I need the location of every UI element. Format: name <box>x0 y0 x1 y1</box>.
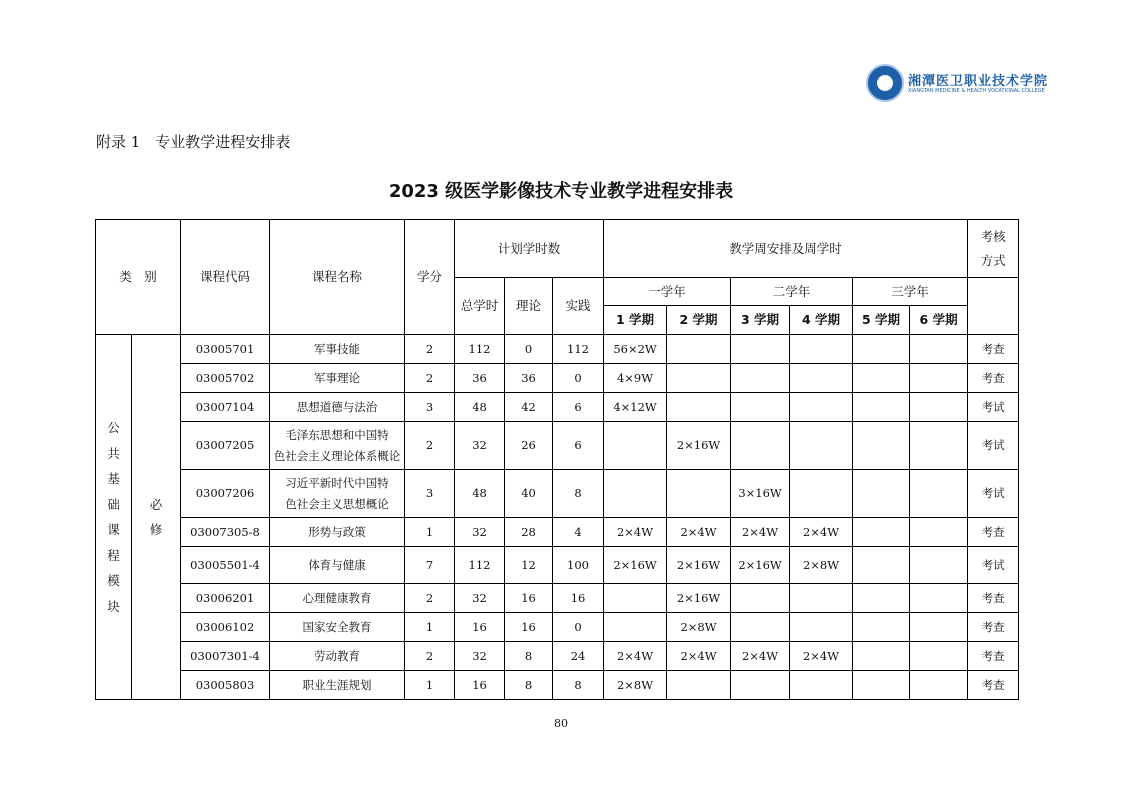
category-sub-char: 必 <box>149 496 163 512</box>
course-theory-hours: 0 <box>505 335 553 364</box>
header-weekly-schedule: 教学周安排及周学时 <box>604 220 968 278</box>
course-exam-method: 考查 <box>968 518 1019 547</box>
course-name <box>270 547 405 584</box>
course-name-line: 形势与政策 <box>308 524 366 539</box>
category-main-char: 公 <box>107 420 120 435</box>
table-row <box>96 393 1019 422</box>
course-exam-method: 考查 <box>968 584 1019 613</box>
course-name-line: 色社会主义思想概论 <box>285 496 389 511</box>
course-code: 03005803 <box>181 671 270 700</box>
semester-3-hours <box>731 335 790 364</box>
semester-4-hours <box>790 613 853 642</box>
course-name-line: 习近平新时代中国特 <box>285 476 389 491</box>
semester-5-hours <box>853 335 910 364</box>
header-year-3: 三学年 <box>853 278 968 306</box>
course-exam-method: 考查 <box>968 335 1019 364</box>
course-exam-method: 考查 <box>968 613 1019 642</box>
header-exam-method <box>968 220 1019 278</box>
course-practice-hours: 24 <box>553 642 604 671</box>
course-code: 03005501-4 <box>181 547 270 584</box>
header-planned-hours: 计划学时数 <box>455 220 604 278</box>
page-number: 80 <box>554 717 568 730</box>
course-exam-method: 考试 <box>968 547 1019 584</box>
course-name <box>270 671 405 700</box>
course-name <box>270 613 405 642</box>
table-row <box>96 613 1019 642</box>
semester-2-hours: 2×16W <box>667 547 731 584</box>
course-theory-hours: 26 <box>505 422 553 470</box>
semester-6-hours <box>910 364 968 393</box>
semester-3-hours: 2×16W <box>731 547 790 584</box>
semester-5-hours <box>853 470 910 518</box>
course-name <box>270 422 405 470</box>
course-total-hours: 48 <box>455 393 505 422</box>
table-row <box>96 470 1019 518</box>
semester-5-hours <box>853 642 910 671</box>
course-exam-method: 考试 <box>968 393 1019 422</box>
course-total-hours: 32 <box>455 518 505 547</box>
category-main-char: 模 <box>107 573 120 588</box>
semester-3-hours <box>731 584 790 613</box>
semester-2-hours: 2×8W <box>667 613 731 642</box>
college-emblem-icon <box>866 64 904 102</box>
course-name-line: 心理健康教育 <box>302 590 372 605</box>
semester-3-hours: 2×4W <box>731 642 790 671</box>
table-row <box>96 671 1019 700</box>
course-practice-hours: 0 <box>553 613 604 642</box>
semester-2-hours: 2×4W <box>667 518 731 547</box>
header-total-hours: 总学时 <box>455 278 505 335</box>
appendix-label: 附录 1 专业教学进程安排表 <box>96 133 291 151</box>
college-english-name: XIANGTAN MEDICINE & HEALTH VOCATIONAL COLLEGE <box>908 88 1045 94</box>
semester-2-hours <box>667 393 731 422</box>
course-practice-hours: 8 <box>553 470 604 518</box>
course-name <box>270 470 405 518</box>
table-row <box>96 422 1019 470</box>
course-practice-hours: 8 <box>553 671 604 700</box>
table-row <box>96 547 1019 584</box>
course-theory-hours: 8 <box>505 642 553 671</box>
header-exam-line2: 方式 <box>980 252 1006 268</box>
course-name-line: 体育与健康 <box>308 557 366 572</box>
course-code: 03007205 <box>181 422 270 470</box>
header-semester-1: 1 学期 <box>604 306 667 335</box>
category-main-char: 课 <box>107 522 120 537</box>
semester-1-hours <box>604 422 667 470</box>
course-name-line: 国家安全教育 <box>302 619 372 634</box>
semester-6-hours <box>910 335 968 364</box>
course-total-hours: 32 <box>455 584 505 613</box>
header-theory-hours: 理论 <box>505 278 553 335</box>
course-code: 03006201 <box>181 584 270 613</box>
category-main-char: 块 <box>107 598 120 614</box>
course-credit: 3 <box>405 393 455 422</box>
table-row <box>96 518 1019 547</box>
course-name-line: 职业生涯规划 <box>302 677 372 692</box>
semester-6-hours <box>910 470 968 518</box>
course-credit: 3 <box>405 470 455 518</box>
course-name-line: 色社会主义理论体系概论 <box>273 448 401 463</box>
semester-2-hours <box>667 335 731 364</box>
semester-6-hours <box>910 584 968 613</box>
course-name-line: 毛泽东思想和中国特 <box>285 428 389 443</box>
table-row <box>96 584 1019 613</box>
teaching-schedule-table <box>95 219 1019 700</box>
semester-5-hours <box>853 518 910 547</box>
course-name <box>270 335 405 364</box>
semester-2-hours: 2×4W <box>667 642 731 671</box>
course-exam-method: 考查 <box>968 671 1019 700</box>
course-theory-hours: 8 <box>505 671 553 700</box>
header-semester-5: 5 学期 <box>853 306 910 335</box>
course-total-hours: 16 <box>455 613 505 642</box>
course-exam-method: 考试 <box>968 470 1019 518</box>
course-name-line: 军事理论 <box>314 370 361 385</box>
header-year-2: 二学年 <box>731 278 853 306</box>
course-code: 03007206 <box>181 470 270 518</box>
course-credit: 2 <box>405 642 455 671</box>
course-code: 03006102 <box>181 613 270 642</box>
course-total-hours: 32 <box>455 642 505 671</box>
course-code: 03007104 <box>181 393 270 422</box>
course-code: 03005702 <box>181 364 270 393</box>
course-name-line: 思想道德与法治 <box>296 399 378 414</box>
semester-5-hours <box>853 364 910 393</box>
semester-6-hours <box>910 518 968 547</box>
semester-1-hours: 2×4W <box>604 642 667 671</box>
table-row <box>96 335 1019 364</box>
semester-4-hours: 2×4W <box>790 518 853 547</box>
course-practice-hours: 100 <box>553 547 604 584</box>
table-row <box>96 364 1019 393</box>
category-main-char: 程 <box>107 547 120 563</box>
course-total-hours: 48 <box>455 470 505 518</box>
category-main-char: 基 <box>107 471 120 486</box>
course-credit: 2 <box>405 422 455 470</box>
semester-4-hours <box>790 335 853 364</box>
header-semester-4: 4 学期 <box>790 306 853 335</box>
semester-4-hours <box>790 393 853 422</box>
college-logo <box>866 64 1049 104</box>
semester-4-hours <box>790 470 853 518</box>
semester-5-hours <box>853 613 910 642</box>
semester-5-hours <box>853 422 910 470</box>
course-practice-hours: 16 <box>553 584 604 613</box>
semester-5-hours <box>853 584 910 613</box>
course-practice-hours: 0 <box>553 364 604 393</box>
course-credit: 7 <box>405 547 455 584</box>
course-name-line: 军事技能 <box>314 341 361 356</box>
semester-3-hours <box>731 364 790 393</box>
semester-6-hours <box>910 613 968 642</box>
course-theory-hours: 36 <box>505 364 553 393</box>
course-exam-method: 考查 <box>968 642 1019 671</box>
semester-5-hours <box>853 547 910 584</box>
course-name <box>270 642 405 671</box>
semester-1-hours: 4×12W <box>604 393 667 422</box>
course-theory-hours: 42 <box>505 393 553 422</box>
semester-6-hours <box>910 642 968 671</box>
semester-6-hours <box>910 422 968 470</box>
course-theory-hours: 16 <box>505 584 553 613</box>
semester-3-hours <box>731 671 790 700</box>
header-semester-2: 2 学期 <box>667 306 731 335</box>
course-credit: 1 <box>405 518 455 547</box>
header-course-name: 课程名称 <box>270 220 405 335</box>
semester-6-hours <box>910 671 968 700</box>
semester-1-hours <box>604 584 667 613</box>
semester-2-hours <box>667 364 731 393</box>
header-semester-3: 3 学期 <box>731 306 790 335</box>
semester-6-hours <box>910 393 968 422</box>
course-practice-hours: 6 <box>553 422 604 470</box>
header-exam-line1: 考核 <box>980 228 1006 244</box>
course-credit: 1 <box>405 613 455 642</box>
course-theory-hours: 40 <box>505 470 553 518</box>
semester-3-hours <box>731 393 790 422</box>
college-name: 湘潭医卫职业技术学院 <box>908 74 1049 89</box>
header-semester-6: 6 学期 <box>910 306 968 335</box>
semester-1-hours <box>604 613 667 642</box>
course-total-hours: 16 <box>455 671 505 700</box>
course-total-hours: 112 <box>455 335 505 364</box>
semester-1-hours: 2×16W <box>604 547 667 584</box>
course-theory-hours: 12 <box>505 547 553 584</box>
header-course-code: 课程代码 <box>181 220 270 335</box>
course-credit: 1 <box>405 671 455 700</box>
course-practice-hours: 6 <box>553 393 604 422</box>
semester-1-hours: 4×9W <box>604 364 667 393</box>
semester-2-hours <box>667 671 731 700</box>
semester-4-hours: 2×8W <box>790 547 853 584</box>
category-main-cell <box>96 335 132 700</box>
course-theory-hours: 28 <box>505 518 553 547</box>
semester-2-hours: 2×16W <box>667 584 731 613</box>
semester-1-hours: 56×2W <box>604 335 667 364</box>
course-name <box>270 584 405 613</box>
semester-3-hours: 3×16W <box>731 470 790 518</box>
semester-4-hours <box>790 584 853 613</box>
course-credit: 2 <box>405 335 455 364</box>
course-name <box>270 518 405 547</box>
category-main-char: 础 <box>107 496 120 512</box>
semester-3-hours: 2×4W <box>731 518 790 547</box>
semester-1-hours: 2×8W <box>604 671 667 700</box>
course-practice-hours: 112 <box>553 335 604 364</box>
header-credit: 学分 <box>405 220 455 335</box>
course-exam-method: 考查 <box>968 364 1019 393</box>
semester-4-hours <box>790 671 853 700</box>
course-code: 03007301-4 <box>181 642 270 671</box>
course-total-hours: 32 <box>455 422 505 470</box>
semester-3-hours <box>731 422 790 470</box>
table-row <box>96 642 1019 671</box>
category-sub-cell <box>132 335 181 700</box>
course-name <box>270 364 405 393</box>
semester-2-hours: 2×16W <box>667 422 731 470</box>
course-exam-method: 考试 <box>968 422 1019 470</box>
course-credit: 2 <box>405 584 455 613</box>
semester-4-hours: 2×4W <box>790 642 853 671</box>
course-total-hours: 36 <box>455 364 505 393</box>
semester-5-hours <box>853 671 910 700</box>
semester-4-hours <box>790 364 853 393</box>
course-total-hours: 112 <box>455 547 505 584</box>
page-title: 2023 级医学影像技术专业教学进程安排表 <box>388 181 734 202</box>
header-year-1: 一学年 <box>604 278 731 306</box>
semester-2-hours <box>667 470 731 518</box>
header-category: 类 别 <box>96 220 181 335</box>
category-sub-char: 修 <box>149 522 163 537</box>
semester-4-hours <box>790 422 853 470</box>
course-code: 03007305-8 <box>181 518 270 547</box>
semester-3-hours <box>731 613 790 642</box>
course-name <box>270 393 405 422</box>
semester-1-hours <box>604 470 667 518</box>
course-code: 03005701 <box>181 335 270 364</box>
semester-1-hours: 2×4W <box>604 518 667 547</box>
semester-6-hours <box>910 547 968 584</box>
course-name-line: 劳动教育 <box>314 648 361 663</box>
course-credit: 2 <box>405 364 455 393</box>
course-theory-hours: 16 <box>505 613 553 642</box>
course-practice-hours: 4 <box>553 518 604 547</box>
header-exam-blank <box>968 278 1019 335</box>
header-practice-hours: 实践 <box>553 278 604 335</box>
category-main-char: 共 <box>107 445 120 461</box>
semester-5-hours <box>853 393 910 422</box>
